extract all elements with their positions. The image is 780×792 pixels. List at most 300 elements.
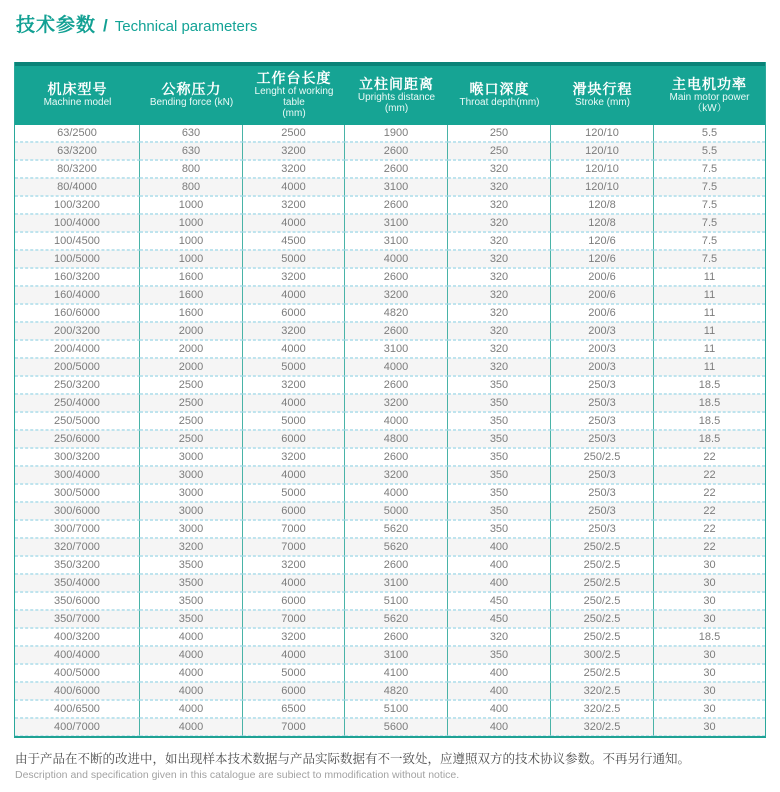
table-cell: 320	[448, 160, 551, 178]
table-cell: 250/3	[551, 376, 654, 394]
table-cell: 18.5	[654, 628, 765, 646]
table-cell: 11	[654, 268, 765, 286]
table-cell: 3200	[140, 538, 243, 556]
table-cell: 120/10	[551, 178, 654, 196]
table-cell: 3500	[140, 592, 243, 610]
table-cell: 4000	[243, 646, 345, 664]
table-cell: 400	[448, 538, 551, 556]
column-header-unit: (mm)	[282, 108, 306, 119]
table-cell: 2600	[345, 196, 448, 214]
table-cell: 250/3	[551, 484, 654, 502]
table-row	[15, 610, 765, 628]
table-row	[15, 520, 765, 538]
page-title-zh: 技术参数	[16, 15, 97, 36]
table-cell: 350	[448, 502, 551, 520]
column-header-unit: （kW）	[692, 102, 727, 114]
table-row	[15, 412, 765, 430]
table-cell: 250/3	[551, 430, 654, 448]
table-cell: 320	[448, 340, 551, 358]
table-cell: 6000	[243, 430, 345, 448]
table-cell: 800	[140, 178, 243, 196]
table-cell: 350	[448, 376, 551, 394]
table-cell: 400/6000	[15, 682, 140, 700]
table-row	[15, 646, 765, 664]
table-cell: 18.5	[654, 412, 765, 430]
table-cell: 3100	[345, 574, 448, 592]
table-cell: 5000	[243, 250, 345, 268]
table-cell: 18.5	[654, 394, 765, 412]
table-cell: 30	[654, 610, 765, 628]
table-row	[15, 538, 765, 556]
table-cell: 300/7000	[15, 520, 140, 538]
table-cell: 320	[448, 268, 551, 286]
table-cell: 400	[448, 664, 551, 682]
table-cell: 400	[448, 700, 551, 718]
column-header	[345, 66, 448, 125]
table-cell: 250/2.5	[551, 628, 654, 646]
table-cell: 2000	[140, 340, 243, 358]
table-cell: 3200	[243, 628, 345, 646]
table-cell: 11	[654, 286, 765, 304]
table-cell: 30	[654, 664, 765, 682]
table-cell: 7.5	[654, 196, 765, 214]
table-cell: 320	[448, 178, 551, 196]
table-cell: 320	[448, 628, 551, 646]
table-cell: 3200	[243, 448, 345, 466]
page-title	[16, 10, 766, 40]
table-row	[15, 232, 765, 250]
table-cell: 22	[654, 502, 765, 520]
table-cell: 1000	[140, 196, 243, 214]
table-cell: 22	[654, 520, 765, 538]
table-cell: 250/3	[551, 520, 654, 538]
table-cell: 22	[654, 466, 765, 484]
table-cell: 5620	[345, 538, 448, 556]
table-cell: 5620	[345, 610, 448, 628]
table-cell: 450	[448, 610, 551, 628]
table-cell: 350	[448, 430, 551, 448]
table-cell: 350	[448, 466, 551, 484]
table-cell: 350	[448, 448, 551, 466]
table-cell: 5100	[345, 700, 448, 718]
table-cell: 200/3	[551, 358, 654, 376]
table-cell: 6000	[243, 502, 345, 520]
table-cell: 320	[448, 196, 551, 214]
table-cell: 4000	[243, 286, 345, 304]
column-header-zh: 喉口深度	[469, 81, 530, 97]
table-cell: 200/3	[551, 340, 654, 358]
table-cell: 3100	[345, 232, 448, 250]
column-header-en: Main motor power	[669, 91, 750, 103]
column-header-zh: 立柱间距离	[359, 75, 434, 92]
table-cell: 5620	[345, 520, 448, 538]
table-cell: 2500	[243, 125, 345, 142]
table-cell: 7000	[243, 610, 345, 628]
table-cell: 4500	[243, 232, 345, 250]
table-cell: 300/2.5	[551, 646, 654, 664]
table-cell: 30	[654, 574, 765, 592]
table-cell: 320	[448, 286, 551, 304]
table-cell: 400	[448, 682, 551, 700]
column-header-en: Lenght of working table	[254, 86, 334, 108]
table-cell: 160/4000	[15, 286, 140, 304]
table-cell: 3200	[243, 268, 345, 286]
table-cell: 300/3200	[15, 448, 140, 466]
column-header-en: Uprights distance	[357, 91, 436, 103]
table-cell: 6000	[243, 304, 345, 322]
column-header-en: Machine model	[43, 97, 112, 108]
table-cell: 18.5	[654, 430, 765, 448]
table-cell: 250/2.5	[551, 538, 654, 556]
table-cell: 30	[654, 682, 765, 700]
table-cell: 350	[448, 484, 551, 502]
disclaimer	[15, 751, 766, 782]
table-cell: 250	[448, 142, 551, 160]
table-cell: 3100	[345, 646, 448, 664]
table-cell: 2500	[140, 394, 243, 412]
table-cell: 4000	[243, 340, 345, 358]
table-cell: 3200	[243, 322, 345, 340]
table-cell: 3000	[140, 448, 243, 466]
table-cell: 11	[654, 304, 765, 322]
table-cell: 350/6000	[15, 592, 140, 610]
table-cell: 5000	[243, 664, 345, 682]
table-cell: 3000	[140, 520, 243, 538]
table-cell: 11	[654, 322, 765, 340]
table-row	[15, 214, 765, 232]
column-header-en: Bending force (kN)	[149, 97, 234, 108]
table-body	[15, 125, 765, 736]
table-cell: 250/2.5	[551, 574, 654, 592]
table-cell: 18.5	[654, 376, 765, 394]
table-cell: 250/2.5	[551, 592, 654, 610]
table-row	[15, 178, 765, 196]
table-cell: 300/5000	[15, 484, 140, 502]
table-cell: 2500	[140, 412, 243, 430]
table-cell: 3100	[345, 340, 448, 358]
table-cell: 250/3	[551, 412, 654, 430]
table-row	[15, 394, 765, 412]
table-row	[15, 700, 765, 718]
table-cell: 250/4000	[15, 394, 140, 412]
table-cell: 7.5	[654, 250, 765, 268]
table-cell: 450	[448, 592, 551, 610]
table-cell: 120/6	[551, 250, 654, 268]
table-cell: 400/4000	[15, 646, 140, 664]
table-cell: 120/8	[551, 196, 654, 214]
table-cell: 4000	[140, 682, 243, 700]
table-cell: 2500	[140, 430, 243, 448]
table-cell: 250	[448, 125, 551, 142]
table-cell: 30	[654, 700, 765, 718]
table-cell: 400/5000	[15, 664, 140, 682]
table-cell: 120/6	[551, 232, 654, 250]
table-row	[15, 160, 765, 178]
table-row	[15, 196, 765, 214]
table-cell: 7.5	[654, 178, 765, 196]
table-cell: 1000	[140, 232, 243, 250]
column-header	[15, 66, 140, 125]
table-cell: 120/10	[551, 160, 654, 178]
table-row	[15, 502, 765, 520]
table-cell: 5000	[243, 358, 345, 376]
table-cell: 63/2500	[15, 125, 140, 142]
table-cell: 1600	[140, 268, 243, 286]
table-row	[15, 304, 765, 322]
table-row	[15, 125, 765, 142]
table-cell: 250/2.5	[551, 556, 654, 574]
table-cell: 2600	[345, 268, 448, 286]
column-header	[243, 66, 345, 125]
table-cell: 350	[448, 520, 551, 538]
table-cell: 3200	[345, 394, 448, 412]
table-cell: 100/3200	[15, 196, 140, 214]
table-cell: 160/6000	[15, 304, 140, 322]
table-header-row	[15, 66, 765, 125]
table-cell: 2600	[345, 556, 448, 574]
table-cell: 350/7000	[15, 610, 140, 628]
column-header	[140, 66, 243, 125]
table-cell: 5.5	[654, 142, 765, 160]
table-cell: 250/5000	[15, 412, 140, 430]
table-cell: 120/8	[551, 214, 654, 232]
table-cell: 4000	[140, 646, 243, 664]
table-cell: 4000	[243, 178, 345, 196]
table-row	[15, 556, 765, 574]
table-cell: 250/6000	[15, 430, 140, 448]
table-cell: 7.5	[654, 214, 765, 232]
table-cell: 400	[448, 574, 551, 592]
table-cell: 7.5	[654, 160, 765, 178]
table-cell: 630	[140, 142, 243, 160]
table-cell: 2000	[140, 322, 243, 340]
table-cell: 30	[654, 592, 765, 610]
table-cell: 3500	[140, 610, 243, 628]
table-cell: 320/7000	[15, 538, 140, 556]
table-row	[15, 574, 765, 592]
table-row	[15, 718, 765, 736]
table-cell: 400	[448, 718, 551, 736]
table-cell: 6500	[243, 700, 345, 718]
table-row	[15, 664, 765, 682]
table-header	[15, 66, 765, 125]
title-separator: /	[103, 16, 108, 35]
table-cell: 4800	[345, 430, 448, 448]
table-cell: 200/6	[551, 286, 654, 304]
table-cell: 320	[448, 322, 551, 340]
table-cell: 2600	[345, 628, 448, 646]
table-cell: 800	[140, 160, 243, 178]
parameters-table-container	[14, 62, 766, 738]
technical-parameters-table	[15, 66, 765, 736]
table-cell: 200/4000	[15, 340, 140, 358]
table-cell: 5000	[243, 484, 345, 502]
table-cell: 320/2.5	[551, 718, 654, 736]
table-cell: 320	[448, 214, 551, 232]
table-cell: 320/2.5	[551, 682, 654, 700]
table-cell: 3200	[243, 160, 345, 178]
table-cell: 100/5000	[15, 250, 140, 268]
table-row	[15, 592, 765, 610]
table-cell: 320	[448, 250, 551, 268]
table-cell: 200/3	[551, 322, 654, 340]
table-cell: 30	[654, 718, 765, 736]
table-cell: 350	[448, 394, 551, 412]
table-cell: 350	[448, 646, 551, 664]
table-row	[15, 682, 765, 700]
column-header	[551, 66, 654, 125]
table-cell: 4820	[345, 682, 448, 700]
table-cell: 4000	[140, 664, 243, 682]
table-cell: 400/6500	[15, 700, 140, 718]
column-header-zh: 滑块行程	[572, 81, 633, 97]
table-row	[15, 250, 765, 268]
table-cell: 30	[654, 556, 765, 574]
table-cell: 3200	[345, 286, 448, 304]
table-cell: 1900	[345, 125, 448, 142]
table-cell: 200/6	[551, 304, 654, 322]
table-cell: 4000	[243, 394, 345, 412]
table-cell: 4000	[345, 484, 448, 502]
table-cell: 3000	[140, 484, 243, 502]
table-cell: 7.5	[654, 232, 765, 250]
table-cell: 250/3	[551, 502, 654, 520]
table-row	[15, 268, 765, 286]
table-cell: 2600	[345, 448, 448, 466]
table-cell: 5100	[345, 592, 448, 610]
table-cell: 4000	[243, 466, 345, 484]
table-row	[15, 286, 765, 304]
table-cell: 160/3200	[15, 268, 140, 286]
table-cell: 4000	[140, 700, 243, 718]
table-cell: 3200	[243, 556, 345, 574]
column-header	[654, 66, 765, 125]
disclaimer-en: Description and specification given in this catalogue are subiect to mmodification without notice.	[15, 769, 460, 781]
table-cell: 4000	[243, 214, 345, 232]
table-cell: 350/4000	[15, 574, 140, 592]
table-cell: 250/2.5	[551, 610, 654, 628]
table-cell: 5600	[345, 718, 448, 736]
column-header-zh: 工作台长度	[256, 70, 332, 86]
table-cell: 2500	[140, 376, 243, 394]
table-row	[15, 142, 765, 160]
table-row	[15, 430, 765, 448]
table-cell: 250/3	[551, 466, 654, 484]
column-header	[448, 66, 551, 125]
table-cell: 1600	[140, 304, 243, 322]
table-cell: 80/4000	[15, 178, 140, 196]
table-cell: 350/3200	[15, 556, 140, 574]
table-cell: 200/5000	[15, 358, 140, 376]
table-cell: 30	[654, 646, 765, 664]
table-cell: 320	[448, 232, 551, 250]
table-cell: 3000	[140, 466, 243, 484]
table-cell: 200/3200	[15, 322, 140, 340]
table-cell: 2600	[345, 142, 448, 160]
table-cell: 4000	[345, 412, 448, 430]
table-cell: 4820	[345, 304, 448, 322]
table-row	[15, 484, 765, 502]
table-cell: 250/2.5	[551, 664, 654, 682]
table-cell: 630	[140, 125, 243, 142]
table-cell: 7000	[243, 520, 345, 538]
table-cell: 300/4000	[15, 466, 140, 484]
table-cell: 100/4000	[15, 214, 140, 232]
column-header-en: Throat depth(mm)	[459, 97, 540, 108]
table-cell: 400/3200	[15, 628, 140, 646]
table-cell: 100/4500	[15, 232, 140, 250]
table-cell: 22	[654, 538, 765, 556]
table-cell: 7000	[243, 538, 345, 556]
column-header-zh: 主电机功率	[672, 75, 747, 92]
table-cell: 3200	[345, 466, 448, 484]
table-cell: 22	[654, 448, 765, 466]
table-cell: 5000	[243, 412, 345, 430]
table-cell: 3200	[243, 376, 345, 394]
table-cell: 1000	[140, 250, 243, 268]
table-cell: 22	[654, 484, 765, 502]
table-cell: 5000	[345, 502, 448, 520]
table-cell: 4000	[140, 628, 243, 646]
table-row	[15, 358, 765, 376]
table-row	[15, 376, 765, 394]
table-cell: 4000	[243, 574, 345, 592]
table-row	[15, 322, 765, 340]
column-header-unit: (mm)	[384, 102, 409, 114]
table-cell: 250/2.5	[551, 448, 654, 466]
table-cell: 400/7000	[15, 718, 140, 736]
table-cell: 1600	[140, 286, 243, 304]
table-cell: 6000	[243, 592, 345, 610]
table-cell: 11	[654, 358, 765, 376]
table-cell: 5.5	[654, 125, 765, 142]
table-cell: 3500	[140, 556, 243, 574]
table-cell: 250/3200	[15, 376, 140, 394]
table-cell: 3200	[243, 142, 345, 160]
table-cell: 7000	[243, 718, 345, 736]
table-cell: 350	[448, 412, 551, 430]
table-cell: 4100	[345, 664, 448, 682]
table-cell: 6000	[243, 682, 345, 700]
table-row	[15, 448, 765, 466]
table-cell: 1000	[140, 214, 243, 232]
table-cell: 400	[448, 556, 551, 574]
column-header-en: Stroke (mm)	[575, 97, 630, 108]
disclaimer-zh: 由于产品在不断的改进中，如出现样本技术数据与产品实际数据有不一致处，应遵照双方的技术协议参数。不再另行通知。	[15, 752, 691, 766]
table-cell: 3000	[140, 502, 243, 520]
table-cell: 80/3200	[15, 160, 140, 178]
table-cell: 2600	[345, 160, 448, 178]
column-header-zh: 机床型号	[47, 81, 108, 97]
table-cell: 4000	[345, 250, 448, 268]
table-cell: 2600	[345, 322, 448, 340]
table-cell: 11	[654, 340, 765, 358]
page-title-en: Technical parameters	[114, 18, 258, 35]
table-cell: 320/2.5	[551, 700, 654, 718]
table-cell: 63/3200	[15, 142, 140, 160]
table-cell: 250/3	[551, 394, 654, 412]
table-cell: 120/10	[551, 142, 654, 160]
table-cell: 4000	[345, 358, 448, 376]
table-cell: 3100	[345, 178, 448, 196]
table-cell: 3500	[140, 574, 243, 592]
table-cell: 320	[448, 304, 551, 322]
table-row	[15, 628, 765, 646]
table-row	[15, 466, 765, 484]
table-cell: 120/10	[551, 125, 654, 142]
table-cell: 320	[448, 358, 551, 376]
table-cell: 2600	[345, 376, 448, 394]
